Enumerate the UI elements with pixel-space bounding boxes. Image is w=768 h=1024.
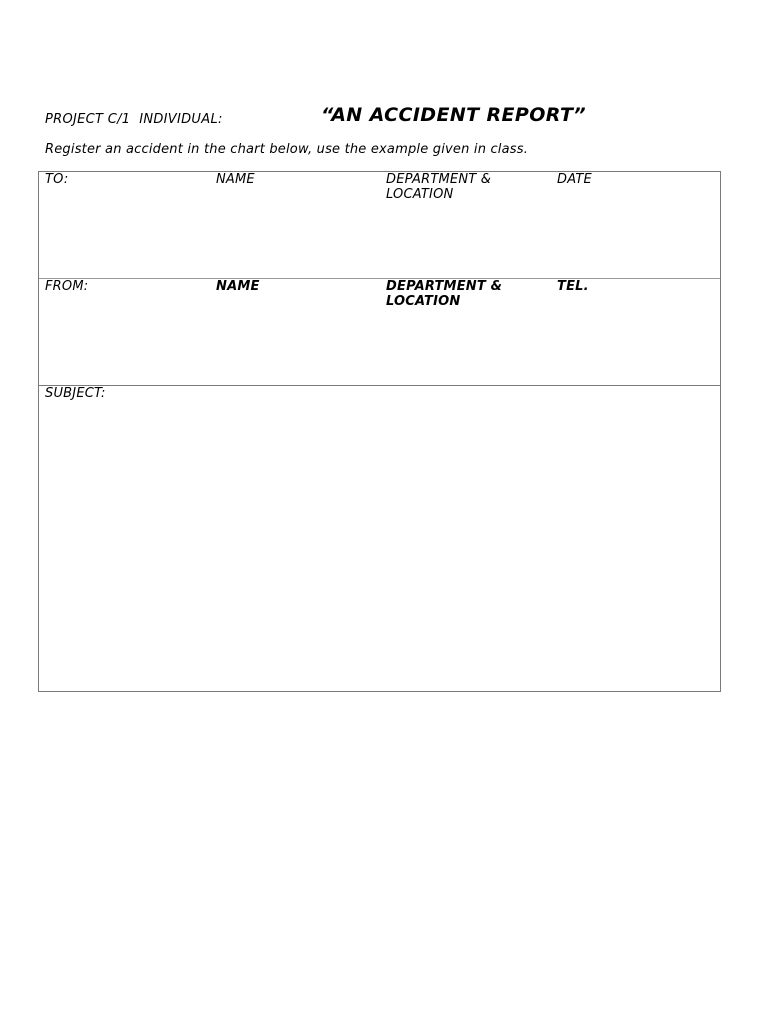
instruction-text: Register an accident in the chart below, use the example given in class. [45,142,529,157]
to-department-line2: LOCATION [386,187,454,202]
document-title: “AN ACCIDENT REPORT” [321,104,586,126]
from-row [39,279,720,386]
subject-row [39,386,720,691]
from-department-line1: DEPARTMENT & [386,279,503,294]
to-department-line1: DEPARTMENT & [386,172,492,187]
from-department-line2: LOCATION [386,294,461,309]
subject-label: SUBJECT: [45,386,106,401]
from-name-label: NAME [216,279,260,294]
accident-report-form [38,171,721,692]
from-tel-label: TEL. [557,279,589,294]
document-header [45,104,745,134]
from-department-label [386,279,551,309]
to-department-label [386,172,551,202]
to-label: TO: [45,172,69,187]
to-name-label: NAME [216,172,255,187]
project-label: PROJECT C/1 INDIVIDUAL: [45,112,223,127]
to-row [39,172,720,279]
from-label: FROM: [45,279,89,294]
to-date-label: DATE [557,172,592,187]
